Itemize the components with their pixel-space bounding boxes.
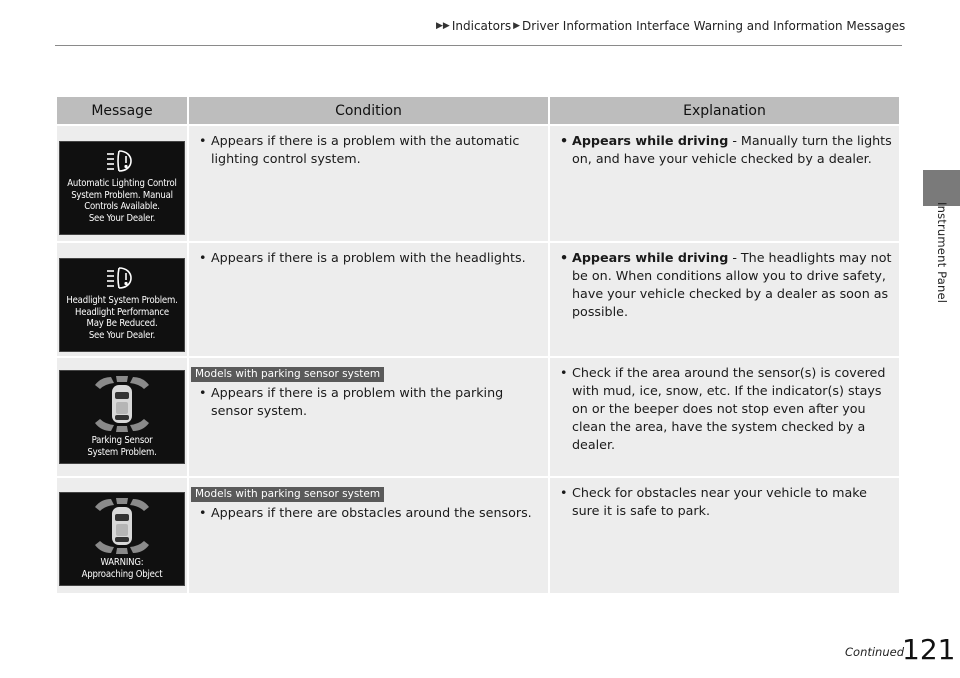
- explanation-text: - Manually turn the lights on, and have your vehicle checked by a dealer.: [572, 133, 892, 166]
- message-cell: [57, 478, 187, 593]
- header-explanation: Explanation: [550, 97, 899, 124]
- screen-message: Headlight System Problem. Headlight Performance May Be Reduced. See Your Dealer.: [66, 295, 178, 341]
- display-screen: [59, 370, 185, 464]
- continued-label: Continued: [845, 645, 905, 659]
- explanation-cell: [550, 126, 899, 241]
- condition-text: Appears if there are obstacles around the sensors.: [211, 505, 532, 520]
- display-screen: [59, 141, 185, 235]
- screen-message: Parking Sensor System Problem.: [87, 435, 157, 458]
- condition-cell: [189, 358, 548, 476]
- parking-sensor-icon: [87, 375, 157, 433]
- condition-cell: [189, 478, 548, 593]
- header-message: Message: [57, 97, 187, 124]
- breadcrumb-part-1[interactable]: Indicators: [451, 19, 512, 33]
- breadcrumb: [436, 19, 905, 33]
- condition-text: Appears if there is a problem with the automatic lighting control system.: [211, 133, 520, 166]
- bullet-icon: •: [560, 133, 569, 148]
- header-condition: Condition: [189, 97, 548, 124]
- table-row: [57, 126, 899, 241]
- lighting-warning-icon: [105, 148, 139, 174]
- table-row: [57, 478, 899, 593]
- approaching-object-icon: [87, 497, 157, 555]
- screen-message: WARNING: Approaching Object: [81, 557, 163, 580]
- page-number: 121: [902, 633, 956, 666]
- explanation-cell: [550, 358, 899, 476]
- explanation-text: Check if the area around the sensor(s) is covered with mud, ice, snow, etc. If the indicator(s) stays on or the beeper does not stop even after you clean the area, have the system checked by a dealer.: [572, 365, 886, 452]
- explanation-text: Check for obstacles near your vehicle to make sure it is safe to park.: [572, 485, 867, 518]
- bullet-icon: •: [199, 385, 207, 400]
- bullet-icon: •: [560, 365, 568, 380]
- display-screen: [59, 258, 185, 352]
- header-divider: [55, 45, 902, 46]
- condition-text: Appears if there is a problem with the headlights.: [211, 250, 526, 265]
- bullet-icon: •: [199, 250, 207, 265]
- section-tab: [923, 170, 960, 206]
- bullet-icon: •: [560, 250, 569, 265]
- message-cell: [57, 358, 187, 476]
- messages-table: [55, 95, 901, 595]
- table-row: [57, 358, 899, 476]
- bullet-icon: •: [199, 505, 207, 520]
- explanation-emphasis: Appears while driving: [572, 250, 729, 265]
- model-tag: Models with parking sensor system: [191, 367, 384, 382]
- condition-cell: [189, 126, 548, 241]
- condition-cell: [189, 243, 548, 356]
- condition-text: Appears if there is a problem with the parking sensor system.: [211, 385, 504, 418]
- breadcrumb-part-2[interactable]: Driver Information Interface Warning and Information Messages: [522, 19, 906, 33]
- explanation-text: - The headlights may not be on. When conditions allow you to drive safety, have your vehicle checked by a dealer as soon as possible.: [572, 250, 892, 319]
- breadcrumb-arrow-icon: ▶: [513, 21, 521, 31]
- screen-message: Automatic Lighting Control System Problem. Manual Controls Available. See Your Dealer.: [67, 178, 177, 224]
- breadcrumb-arrow-icon: ▶▶: [436, 21, 450, 31]
- table-row: [57, 243, 899, 356]
- bullet-icon: •: [560, 485, 568, 500]
- explanation-cell: [550, 478, 899, 593]
- bullet-icon: •: [199, 133, 207, 148]
- display-screen: [59, 492, 185, 586]
- model-tag: Models with parking sensor system: [191, 487, 384, 502]
- headlight-warning-icon: [105, 265, 139, 291]
- message-cell: [57, 126, 187, 241]
- explanation-cell: [550, 243, 899, 356]
- explanation-emphasis: Appears while driving: [572, 133, 729, 148]
- section-label: Instrument Panel: [935, 202, 949, 304]
- message-cell: [57, 243, 187, 356]
